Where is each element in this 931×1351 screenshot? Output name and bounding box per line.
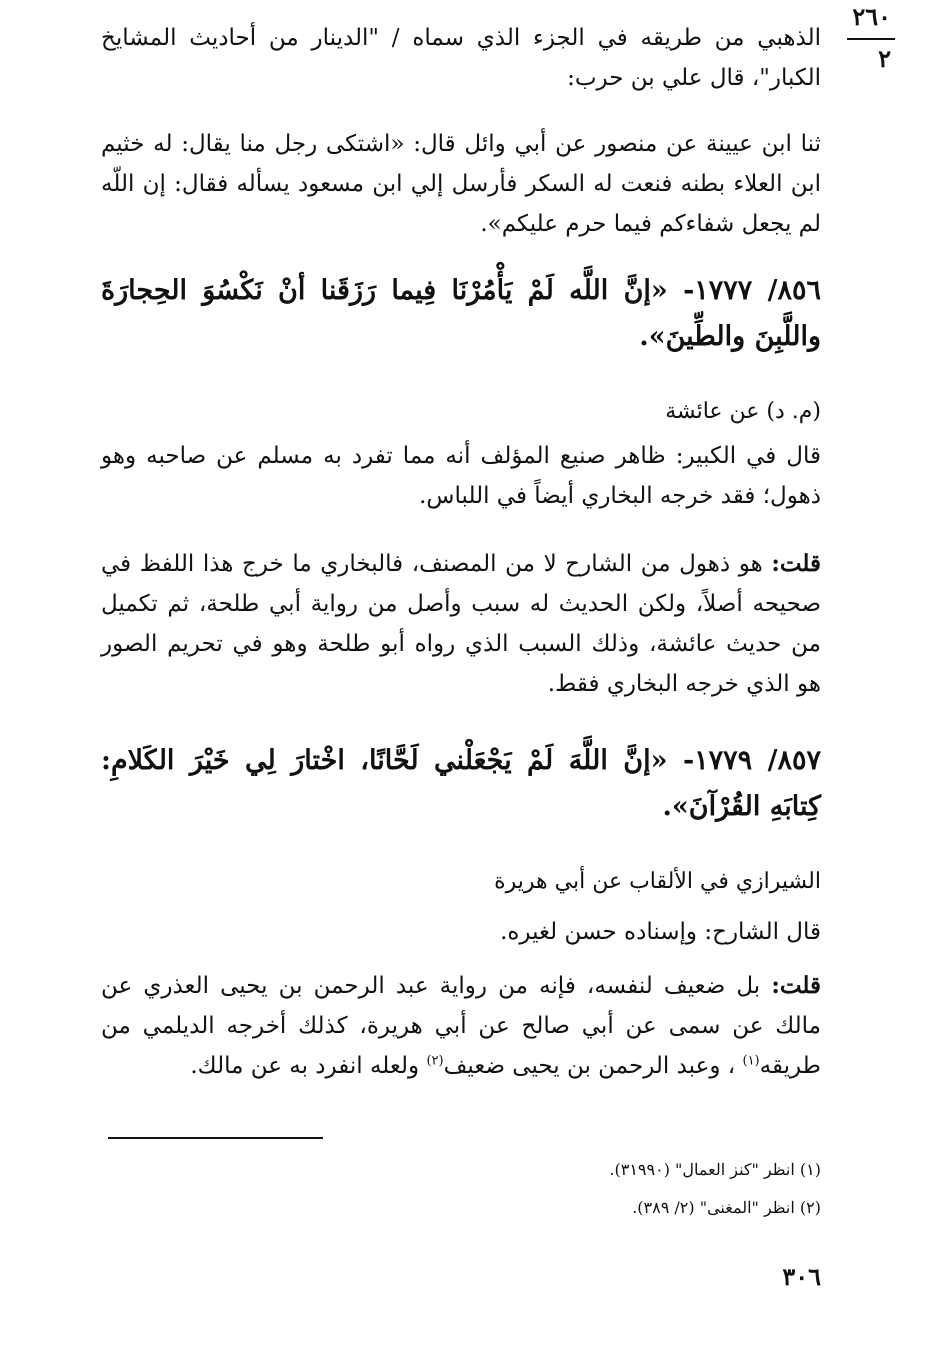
hadith-source: الشيرازي في الألقاب عن أبي هريرة [494, 869, 821, 894]
footnote-ref[interactable]: (١) [742, 1053, 760, 1069]
rebuttal-text: بل ضعيف لنفسه، فإنه من رواية عبد الرحمن بن يحيى العذري عن مالك عن سمى عن أبي صالح عن أبي هريرة، كذلك أخرجه الديلمي من طريقه [101, 973, 821, 1079]
rebuttal-paragraph [101, 966, 821, 1086]
paragraph-isnad: ثنا ابن عيينة عن منصور عن أبي وائل قال: «اشتكى رجل منا يقال: له خثيم ابن العلاء بطنه فنعت له السكر فأرسل إلي ابن مسعود يسأله فقال: إن اللّه لم يجعل شفاءكم فيما حرم عليكم». [101, 131, 821, 237]
hadith-number: ٨٥٦/ ١٧٧٧- [683, 275, 821, 306]
footnote-ref[interactable]: (٢) [426, 1053, 444, 1069]
rebuttal-text: هو ذهول من الشارح لا من المصنف، فالبخاري ما خرج هذا اللفظ في صحيحه أصلاً، ولكن الحديث له سبب وأصل من رواية أبي طلحة، ثم تكميل من حديث عائشة، وذلك السبب الذي رواه أبو طلحة وهو في تحريم الصور هو الذي خرجه البخاري فقط. [101, 551, 821, 697]
hadith-856 [101, 268, 821, 360]
hadith-number: ٨٥٧/ ١٧٧٩- [682, 745, 821, 776]
footnote-2: (٢) انظر "المغنى" (٢/ ٣٨٩). [632, 1198, 821, 1217]
rebuttal-paragraph [101, 544, 821, 704]
margin-sub-reference: ٢ [878, 44, 891, 73]
rebuttal-label: قلت: [771, 550, 822, 577]
hadith-text: «إنَّ اللَّهَ لَمْ يَجْعَلْني لَحَّانًا، اخْتارَ لِي خَيْرَ الكَلامِ: كِتابَهِ القُرْآنَ». [101, 745, 821, 822]
page-number: ٣٠٦ [782, 1262, 821, 1291]
margin-rule [847, 38, 895, 40]
paragraph-intro: الذهبي من طريقه في الجزء الذي سماه / "الدينار من أحاديث المشايخ الكبار"، قال علي بن حرب: [101, 25, 821, 91]
commentary-paragraph: قال الشارح: وإسناده حسن لغيره. [500, 919, 821, 945]
footnote-separator [108, 1137, 323, 1139]
rebuttal-label: قلت: [771, 972, 822, 999]
margin-line-reference: ٢٦٠ [852, 2, 891, 31]
hadith-source: (م. د) عن عائشة [665, 399, 821, 424]
rebuttal-text: ، وعبد الرحمن بن يحيى ضعيف [443, 1053, 743, 1079]
rebuttal-text: ولعله انفرد به عن مالك. [190, 1053, 427, 1079]
commentary-paragraph: قال في الكبير: ظاهر صنيع المؤلف أنه مما تفرد به مسلم عن صاحبه وهو ذهول؛ فقد خرجه البخاري أيضاً في اللباس. [101, 443, 821, 509]
footnote-1: (١) انظر "كنز العمال" (٣١٩٩٠). [609, 1160, 821, 1179]
hadith-857 [101, 738, 821, 830]
hadith-text: «إنَّ اللَّه لَمْ يَأْمُرْنَا فِيما رَزَقَنا أنْ نَكْسُوَ الحِجارَةَ واللَّبِنَ والطِّينَ». [101, 275, 821, 352]
